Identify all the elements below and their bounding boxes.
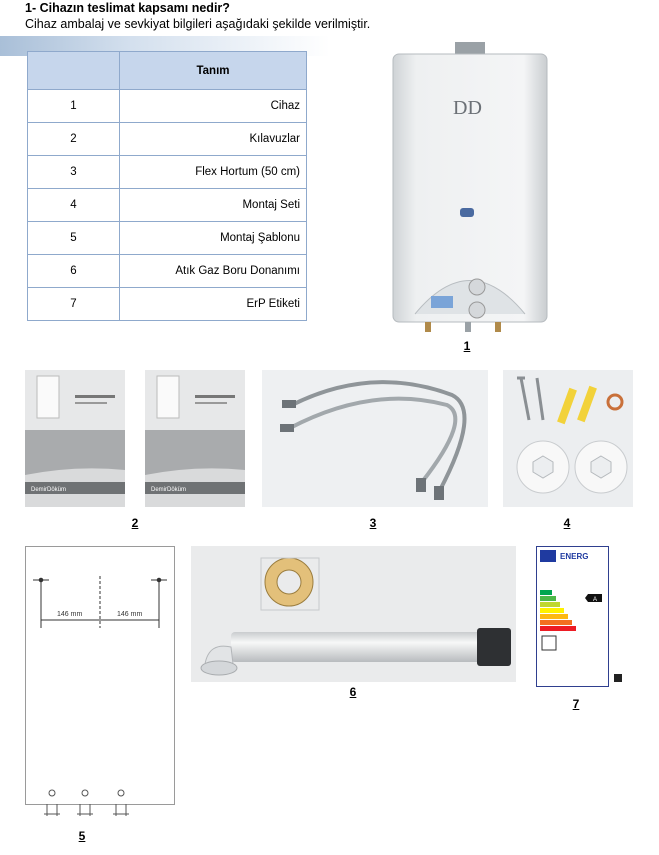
erp-label: 7 — [572, 697, 580, 711]
erp-class: A — [593, 597, 598, 603]
kit-image — [503, 370, 633, 507]
row-no: 1 — [28, 90, 120, 123]
row-name: Kılavuzlar — [120, 123, 307, 156]
flue-label: 6 — [349, 685, 357, 699]
erp-label-image — [536, 546, 626, 690]
table-header-name: Tanım — [120, 52, 307, 90]
delivery-table — [27, 51, 307, 321]
table-row — [28, 288, 307, 321]
manuals-label: 2 — [131, 516, 139, 530]
manual-brand: DemirDöküm — [31, 487, 67, 493]
template-dim-right: 146 mm — [117, 611, 143, 618]
device-label: 1 — [463, 339, 471, 353]
template-dim-left: 146 mm — [57, 611, 83, 618]
svg-text:DD: DD — [453, 97, 482, 119]
row-no: 4 — [28, 189, 120, 222]
row-no: 2 — [28, 123, 120, 156]
template-image — [25, 546, 175, 822]
table-row — [28, 90, 307, 123]
page-subtitle: Cihaz ambalaj ve sevkiyat bilgileri aşağıdaki şekilde verilmiştir. — [25, 17, 371, 31]
row-name: Montaj Şablonu — [120, 222, 307, 255]
table-row — [28, 123, 307, 156]
device-image — [385, 42, 555, 334]
table-header-no — [28, 52, 120, 90]
table-row — [28, 255, 307, 288]
table-row — [28, 222, 307, 255]
row-no: 3 — [28, 156, 120, 189]
manuals-image — [25, 370, 245, 507]
row-name: ErP Etiketi — [120, 288, 307, 321]
row-no: 5 — [28, 222, 120, 255]
row-name: Cihaz — [120, 90, 307, 123]
flue-image — [191, 546, 516, 682]
row-name: Atık Gaz Boru Donanımı — [120, 255, 307, 288]
template-label: 5 — [78, 829, 86, 843]
kit-label: 4 — [563, 516, 571, 530]
row-no: 7 — [28, 288, 120, 321]
page-title: 1- Cihazın teslimat kapsamı nedir? — [25, 1, 230, 15]
row-name: Flex Hortum (50 cm) — [120, 156, 307, 189]
row-no: 6 — [28, 255, 120, 288]
hose-label: 3 — [369, 516, 377, 530]
table-row — [28, 156, 307, 189]
hose-image — [262, 370, 488, 507]
row-name: Montaj Seti — [120, 189, 307, 222]
manual-brand-2: DemirDöküm — [151, 487, 187, 493]
table-row — [28, 189, 307, 222]
table-header-row — [28, 52, 307, 90]
erp-energy-text: ENERG — [560, 552, 589, 561]
